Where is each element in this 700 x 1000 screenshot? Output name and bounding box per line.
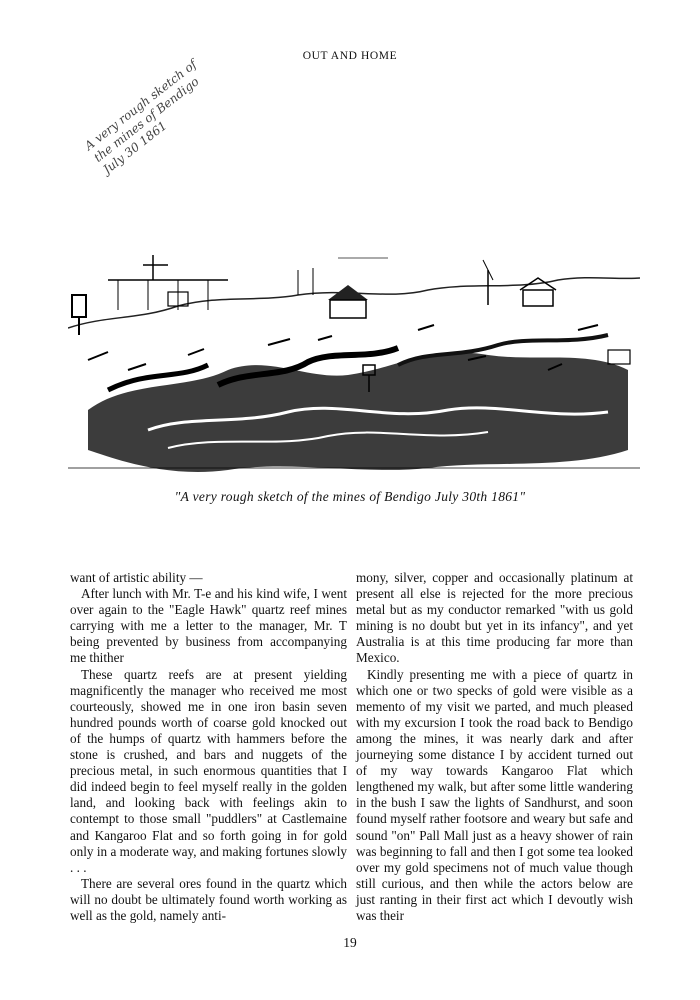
page-number: 19 [343,935,357,950]
sketch-illustration [68,130,640,482]
figure-caption: "A very rough sketch of the mines of Bendigo July 30th 1861" [174,489,526,504]
mines-sketch [68,130,640,482]
handwritten-inscription: A very rough sketch of the mines of Bendigo July 30 1861 [82,57,202,177]
paragraph: There are several ores found in the quartz which will no doubt be ultimately found worth working as well as the gold, namely anti- [70,875,347,923]
left-column [70,570,347,924]
paragraph: Kindly presenting me with a piece of quartz in which one or two specks of gold were visible as a memento of my visit we parted, and much pleased with my excursion I took the road back to Bendigo among the mines, it was nearly dark and after journeying some distance I by accident turned out of my way towards Kangaroo Flat which lengthened my walk, but after some little wandering in the bush I saw the lights of Sandhurst, and soon found myself rather footsore and weary but safe and sound "on" Pall Mall just as a heavy shower of rain was beginning to fall and then I got some tea looked over my gold specimens not of much value though still curious, and then while the actors below are just ranting in their first act which I devoutly wish was their [356,666,633,923]
paragraph: mony, silver, copper and occasionally platinum at present all else is rejected for the more precious metal but as my conductor remarked "with us gold mining is no doubt but yet in its infancy", and yet Australia is at this time producing far more than Mexico. [356,570,633,666]
paragraph: After lunch with Mr. T-e and his kind wife, I went over again to the "Eagle Hawk" quartz reef mines carrying with me a letter to the manager, Mr. T being prevented by business from accompanying me thither [70,586,347,666]
right-column [356,570,633,924]
paragraph: want of artistic ability — [70,570,203,585]
paragraph: These quartz reefs are at present yielding magnificently the manager who received me most courteously, showed me in one iron basin seven hundred pounds worth of coarse gold knocked out of the humps of quartz with hammers before the stone is crushed, and bars and nuggets of the precious metal, in such enormous quantities that I did indeed begin to feel myself really in the golden land, and looking back with feelings akin to contempt to those small "puddlers" at Castlemaine and Kangaroo Flat and so forth going in for gold only in a moderate way, and making fortunes slowly . . . [70,666,347,875]
running-title: OUT AND HOME [302,50,398,62]
